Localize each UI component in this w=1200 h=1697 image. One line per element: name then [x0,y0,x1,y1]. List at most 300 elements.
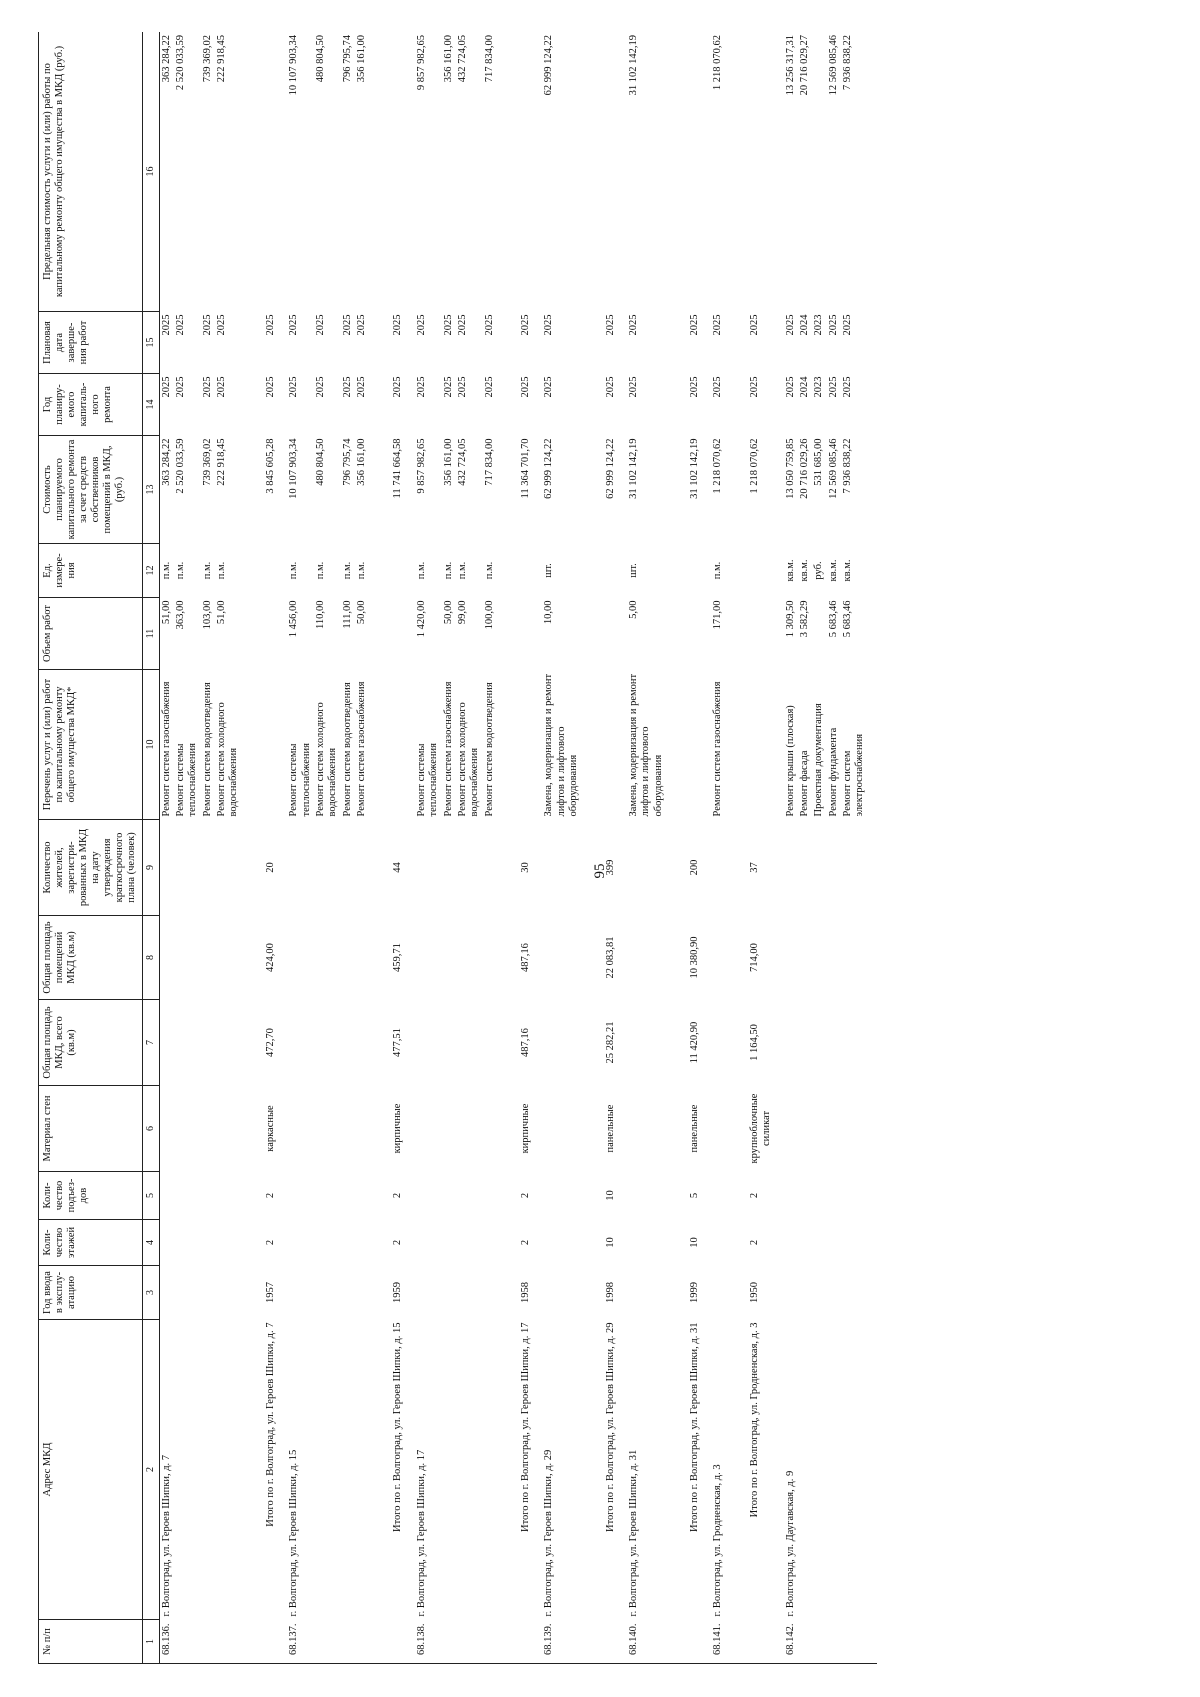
table-cell [784,820,798,916]
table-cell: кирпичные [392,1103,404,1154]
table-cell: 2025 [264,314,276,336]
table-cell: 2025 [748,376,760,398]
table-cell: Ремонт систем газоснабжения [160,681,172,817]
table-cell: п.м. [174,561,186,580]
table-cell: 2025 [314,376,326,398]
table-cell: 30 [520,862,531,873]
table-cell: п.м. [341,561,353,580]
table-row [341,32,355,1664]
table-cell: 2025 [288,376,300,398]
table-cell: 739 369,02 [201,32,215,312]
table-cell: шт. [543,563,555,578]
table-cell: 1 456,00 [288,600,300,638]
table-cell: 2025 [604,376,616,398]
table-cell [483,1320,506,1620]
table-cell [159,1000,174,1086]
table-cell [841,1266,877,1320]
table-cell [591,598,627,670]
table-cell: 356 161,00 [355,32,378,312]
table-row [627,32,675,1664]
table-cell: 2025 [483,376,495,398]
table-cell: 12 569 085,46 [827,438,839,499]
table-cell: 424,00 [264,943,276,972]
table-cell: 2025 [216,376,227,398]
table-cell [735,32,784,312]
table-cell: 10 [604,1190,616,1201]
table-cell [355,1000,378,1086]
table-cell: 20 716 029,27 [798,32,812,312]
table-row [159,32,174,1664]
table-cell [841,1620,877,1664]
table-cell: 363 284,22 [159,32,174,312]
table-cell: 2025 [201,376,213,398]
table-cell [798,1320,812,1620]
table-cell: 200 [689,859,700,876]
table-cell: 37 [748,862,760,873]
table-cell: 399 [604,859,616,876]
table-cell: г. Волгоград, ул. Гродненская, д. 3 [712,1464,724,1617]
table-cell [483,1086,506,1172]
table-cell: 10 107 903,34 [287,32,314,312]
table-cell: 2023 [813,376,825,398]
table-cell [442,1220,456,1266]
table-cell: 2 [392,1239,404,1246]
table-cell: 480 804,50 [314,438,326,486]
table-cell [675,598,711,670]
table-cell: п.м. [201,561,213,580]
table-cell [827,820,841,916]
column-number: 6 [142,1086,159,1172]
table-cell: 13 050 759,85 [784,438,796,499]
table-cell [841,820,877,916]
table-cell: 2025 [264,376,276,398]
column-number: 14 [142,374,159,436]
table-cell [174,1172,201,1220]
table-cell [798,1000,812,1086]
table-cell: п.м. [483,561,495,580]
table-cell [735,1620,784,1664]
table-cell: панельные [689,1104,700,1153]
table-row [442,32,456,1664]
table-cell: 111,00 [341,600,353,629]
table-cell: 44 [392,862,404,873]
table-cell [174,820,201,916]
table-cell [542,820,590,916]
table-cell [784,1220,798,1266]
table-cell: 2025 [842,376,853,398]
table-cell [341,1620,355,1664]
table-cell: 110,00 [314,600,326,629]
table-cell [506,1620,542,1664]
table-cell [627,1000,675,1086]
table-cell: Итого по г. Волгоград, ул. Героев Шипки, д. 17 [520,1322,531,1533]
page-number: 95 [592,863,608,879]
table-row [798,32,812,1664]
table-cell [827,1000,841,1086]
table-cell: 2025 [415,376,427,398]
table-cell: 10 380,90 [689,936,700,979]
column-number: 3 [142,1266,159,1320]
table-cell: 2 [748,1192,760,1199]
table-cell [812,598,826,670]
table-cell [201,1266,215,1320]
table-cell: 356 161,00 [442,32,456,312]
table-cell: 1998 [604,1282,616,1303]
table-cell [542,1266,590,1320]
table-cell: Ремонт систем газоснабжения [712,681,724,817]
table-cell [215,1000,251,1086]
table-cell [483,1220,506,1266]
table-cell: Ремонт систем холодного водоснабжения [456,702,481,817]
table-cell [798,820,812,916]
column-number: 16 [142,32,159,312]
table-cell: 2 [520,1239,531,1246]
table-cell [812,1220,826,1266]
table-cell [215,1172,251,1220]
table-cell: 2025 [392,314,404,336]
table-cell [159,1220,174,1266]
table-cell: 62 999 124,22 [604,438,616,499]
table-cell [251,544,287,598]
table-cell: п.м. [314,561,326,580]
table-cell [415,916,442,1000]
table-cell [415,1000,442,1086]
table-cell: г. Волгоград, ул. Героев Шипки, д. 15 [288,1449,300,1617]
table-cell: 68.139. [542,1620,590,1664]
table-row [314,32,341,1664]
table-cell [355,1086,378,1172]
table-cell: крупноблочные силикат [748,1093,773,1164]
table-cell: 62 999 124,22 [542,32,590,312]
table-cell: г. Волгоград, ул. Героев Шипки, д. 17 [415,1449,427,1617]
table-header-row [39,32,143,1664]
table-cell: 2 [392,1192,404,1199]
table-cell [215,1620,251,1664]
table-cell [798,916,812,1000]
table-cell [841,1000,877,1086]
table-cell [378,670,414,820]
table-row [378,32,414,1664]
column-header: Предельная стоимость услуги и (или) работы по капитальному ремонту общего имущества в МКД (руб.) [39,32,143,312]
table-cell: Ремонт систем газоснабжения [442,681,454,817]
table-cell: 11 741 664,58 [392,438,404,499]
table-cell [627,1266,675,1320]
table-cell: 31 102 142,19 [627,438,639,499]
column-header: Стоимость планируемого капитального ремонта за счет средств собственников помещений в МКД, (руб.) [39,436,143,544]
column-header: Коли-чество этажей [39,1220,143,1266]
table-cell [542,916,590,1000]
table-cell: шт. [627,563,639,578]
table-cell: 2025 [842,314,853,336]
table-cell: 62 999 124,22 [543,438,555,499]
table-cell: кв.м. [842,559,853,582]
table-cell: 1 420,00 [415,600,427,638]
table-cell: Итого по г. Волгоград, ул. Гродненская, д. 3 [748,1322,760,1518]
table-cell: 739 369,02 [201,438,213,486]
table-cell: 2025 [456,314,468,336]
column-number: 11 [142,598,159,670]
table-cell [456,1000,483,1086]
table-cell [812,1086,826,1172]
table-cell: 2025 [627,314,639,336]
table-row [841,32,877,1664]
table-cell: г. Волгоград, ул. Героев Шипки, д. 7 [160,1454,172,1617]
table-cell [341,1266,355,1320]
table-cell [314,1266,341,1320]
rotated-table-wrapper [38,32,1188,1664]
table-cell: п.м. [288,561,300,580]
table-row [827,32,841,1664]
column-header: Объем работ [39,598,143,670]
column-header: Общая площадь МКД, всего (кв.м) [39,1000,143,1086]
table-cell: 1 164,50 [748,1024,760,1061]
table-cell: Итого по г. Волгоград, ул. Героев Шипки, д. 29 [604,1322,616,1533]
table-cell [341,1320,355,1620]
table-cell [201,1220,215,1266]
table-cell: 2025 [827,376,839,398]
table-cell: 2025 [604,314,616,336]
table-cell: 12 569 085,46 [827,32,841,312]
table-cell [483,820,506,916]
table-cell: 432 724,05 [456,438,468,486]
table-cell: 3 845 605,28 [264,438,276,494]
table-cell [442,1320,456,1620]
table-cell: 2025 [748,314,760,336]
column-header: Адрес МКД [39,1320,143,1620]
table-cell: п.м. [216,561,227,580]
table-cell [483,1172,506,1220]
table-row [506,32,542,1664]
table-cell: 2025 [689,314,700,336]
table-cell [812,820,826,916]
table-cell: 11 364 701,70 [520,438,531,499]
table-cell: 2025 [356,376,367,398]
table-cell [735,598,784,670]
table-cell: 50,00 [442,600,454,625]
table-cell: 2025 [627,376,639,398]
table-cell: 2025 [712,314,724,336]
table-cell: 2025 [174,376,186,398]
table-cell [827,1086,841,1172]
table-cell [341,916,355,1000]
table-cell [812,1266,826,1320]
table-cell: 10 [689,1237,700,1248]
table-cell [201,1000,215,1086]
table-cell: 2025 [689,376,700,398]
table-cell [841,1220,877,1266]
column-header: Общая площадь помещений МКД (кв.м) [39,916,143,1000]
table-row [201,32,215,1664]
table-row [174,32,201,1664]
table-cell [711,1266,734,1320]
table-cell: 2025 [784,314,796,336]
table-cell: Замена, модернизация и ремонт лифтов и лифтового оборудования [627,673,664,817]
table-cell: 480 804,50 [314,32,341,312]
table-cell [812,1172,826,1220]
table-cell [542,1172,590,1220]
table-cell: 2025 [341,314,353,336]
table-cell: 25 282,21 [604,1021,616,1064]
table-cell: 31 102 142,19 [627,32,675,312]
column-number: 7 [142,1000,159,1086]
table-cell: Итого по г. Волгоград, ул. Героев Шипки, д. 7 [264,1322,276,1527]
table-cell [287,1266,314,1320]
table-cell [251,670,287,820]
table-cell [542,1220,590,1266]
table-cell [287,1000,314,1086]
table-cell [591,670,627,820]
table-cell: 51,00 [216,600,227,625]
table-cell: 2024 [798,314,810,336]
table-cell [711,1086,734,1172]
table-cell: 2024 [798,376,810,398]
table-cell: 459,71 [392,943,404,972]
table-cell [812,32,826,312]
table-row [812,32,826,1664]
table-cell [827,1320,841,1620]
table-cell: 5 683,46 [827,600,839,638]
table-cell [784,1266,798,1320]
table-cell: Ремонт систем водоотведения [341,682,353,817]
table-cell: г. Волгоград, ул. Героев Шипки, д. 31 [627,1449,639,1617]
table-cell [627,820,675,916]
table-cell: 2025 [827,314,839,336]
table-cell: п.м. [356,561,367,580]
table-cell: 2025 [483,314,495,336]
table-cell [341,1086,355,1172]
table-cell: 11 420,90 [689,1021,700,1064]
table-cell [711,916,734,1000]
table-cell: 2025 [520,314,531,336]
table-cell [827,1620,841,1664]
table-cell [841,1086,877,1172]
table-cell [798,1266,812,1320]
table-cell [442,1086,456,1172]
table-cell [314,820,341,916]
table-cell: 50,00 [356,600,367,625]
table-cell: 2 [748,1239,760,1246]
table-cell: Ремонт крыши (плоская) [784,705,796,817]
table-cell [314,916,341,1000]
table-cell [174,1086,201,1172]
table-cell [415,1172,442,1220]
table-cell: руб. [813,561,825,580]
table-cell [798,1086,812,1172]
table-cell [456,820,483,916]
column-number: 1 [142,1620,159,1664]
table-row [251,32,287,1664]
repair-plan-table [38,32,877,1664]
table-cell [506,544,542,598]
table-cell [355,820,378,916]
table-cell [251,1620,287,1664]
table-cell: 100,00 [483,600,495,630]
table-cell [735,544,784,598]
table-cell [542,1000,590,1086]
table-cell [711,1000,734,1086]
column-header: Ед. измере-ния [39,544,143,598]
table-cell [287,916,314,1000]
table-cell: 2 [264,1192,276,1199]
table-cell [827,1220,841,1266]
table-cell: 796 795,74 [341,32,355,312]
table-cell [201,1320,215,1620]
table-cell: 2 [264,1239,276,1246]
table-cell: 477,51 [392,1028,404,1057]
table-cell: 2025 [314,314,326,336]
table-row [735,32,784,1664]
column-header: Плановая дата заверше-ния работ [39,312,143,374]
table-row [415,32,442,1664]
table-cell: 796 795,74 [341,438,353,486]
table-row [591,32,627,1664]
table-cell: 10 107 903,34 [288,438,300,499]
table-cell: кв.м. [827,559,839,582]
table-cell [456,1320,483,1620]
table-cell [456,1620,483,1664]
table-cell [812,1320,826,1620]
table-cell [174,1220,201,1266]
table-row [456,32,483,1664]
table-cell [174,916,201,1000]
table-cell [314,1172,341,1220]
table-cell [442,916,456,1000]
table-cell: 3 582,29 [798,600,810,638]
table-cell [711,820,734,916]
table-cell: 5 [689,1192,700,1199]
table-cell [378,32,414,312]
table-row [784,32,798,1664]
table-cell: 68.142. [784,1620,798,1664]
table-cell [378,1620,414,1664]
table-cell [798,1620,812,1664]
column-header: № п/п [39,1620,143,1664]
table-cell: п.м. [456,561,468,580]
table-cell: 2025 [784,376,796,398]
table-cell: 2025 [442,314,454,336]
table-cell [483,1266,506,1320]
column-number: 4 [142,1220,159,1266]
table-cell [711,1220,734,1266]
table-cell [506,32,542,312]
table-cell [798,1220,812,1266]
table-cell: кв.м. [798,559,810,582]
table-cell: 68.140. [627,1620,675,1664]
table-cell: 432 724,05 [456,32,483,312]
table-cell: Ремонт систем холодного водоснабжения [314,702,339,817]
table-cell [201,916,215,1000]
table-cell: 717 834,00 [483,438,495,486]
table-cell: 68.138. [415,1620,442,1664]
table-cell [841,1172,877,1220]
table-cell [542,1086,590,1172]
column-number: 9 [142,820,159,916]
table-cell [735,670,784,820]
table-cell: Замена, модернизация и ремонт лифтов и лифтового оборудования [543,673,580,817]
table-cell [378,598,414,670]
table-cell [675,32,711,312]
table-cell: 2025 [712,376,724,398]
table-cell [442,1000,456,1086]
table-row [675,32,711,1664]
table-cell: Ремонт системы теплоснабжения [415,743,440,817]
table-cell [314,1000,341,1086]
table-cell [314,1220,341,1266]
column-number: 5 [142,1172,159,1220]
table-cell: Ремонт систем электроснабжения [842,733,866,817]
table-cell [456,916,483,1000]
table-cell [711,1172,734,1220]
